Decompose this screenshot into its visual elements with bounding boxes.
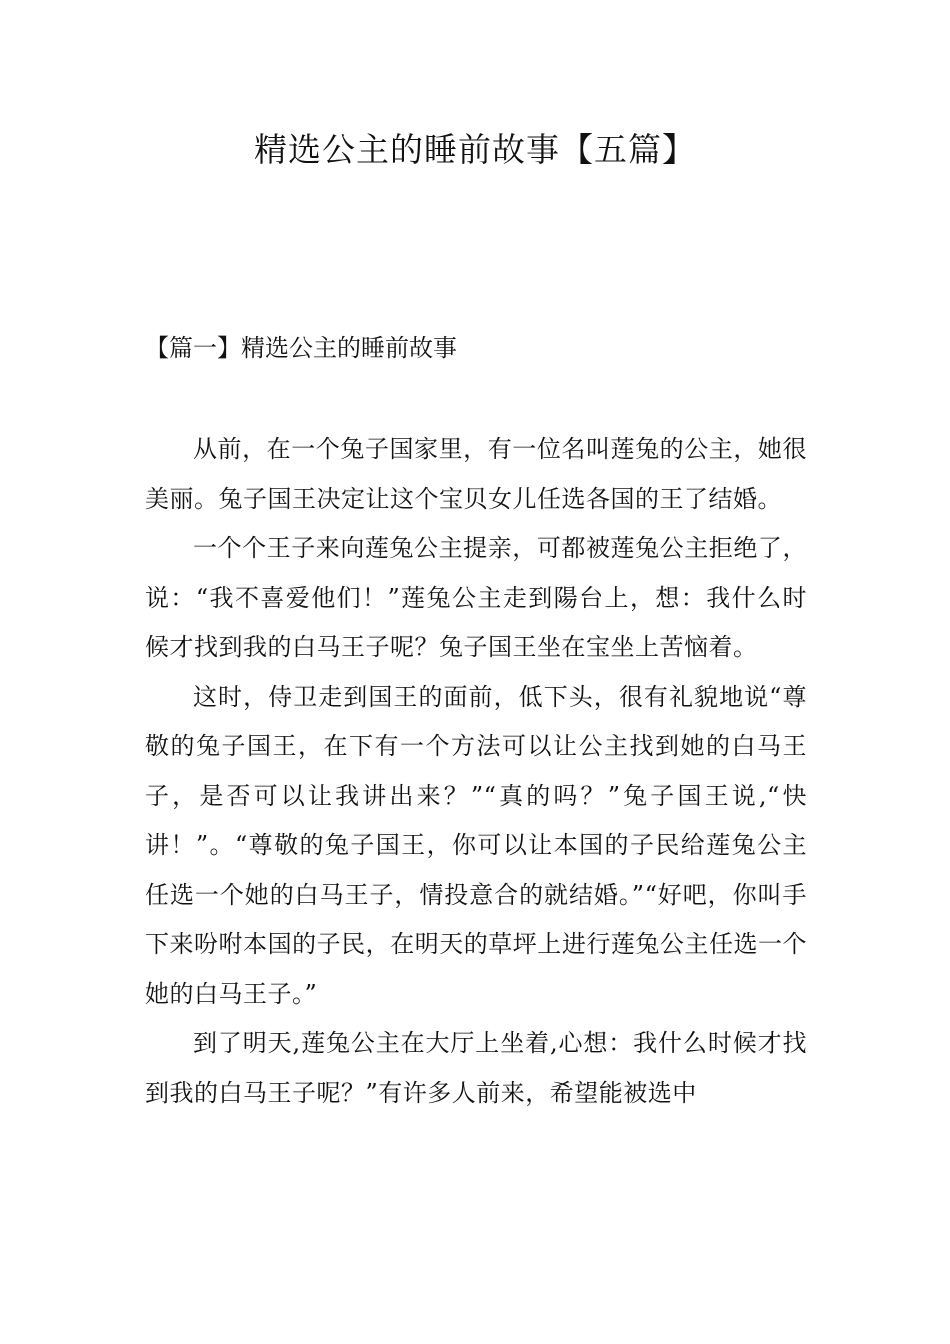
document-title: 精选公主的睡前故事【五篇】 xyxy=(254,130,696,169)
paragraph-2: 一个个王子来向莲兔公主提亲，可都被莲兔公主拒绝了，说：“我不喜爱他们！”莲兔公主走到陽台上，想：我什么时候才找到我的白马王子呢？兔子国王坐在宝坐上苦恼着。 xyxy=(145,534,807,661)
document-body xyxy=(145,425,807,1118)
paragraph-1: 从前，在一个兔子国家里，有一位名叫莲兔的公主，她很美丽。兔子国王决定让这个宝贝女儿任选各国的王了结婚。 xyxy=(145,435,807,513)
paragraph-4: 到了明天,莲兔公主在大厅上坐着,心想：我什么时候才找到我的白马王子呢？”有许多人前来，希望能被选中 xyxy=(145,1029,807,1107)
paragraph-3: 这时，侍卫走到国王的面前，低下头，很有礼貌地说“尊敬的兔子国王，在下有一个方法可以让公主找到她的白马王子，是否可以让我讲出来？”“真的吗？”兔子国王说,“快讲！”。“尊敬的兔子国王，你可以让本国的子民给莲兔公主任选一个她的白马王子，情投意合的就结婚。”“好吧，你叫手下来吩咐本国的子民，在明天的草坪上进行莲兔公主任选一个她的白马王子。” xyxy=(145,682,807,1008)
section-heading: 【篇一】精选公主的睡前故事 xyxy=(145,334,457,362)
